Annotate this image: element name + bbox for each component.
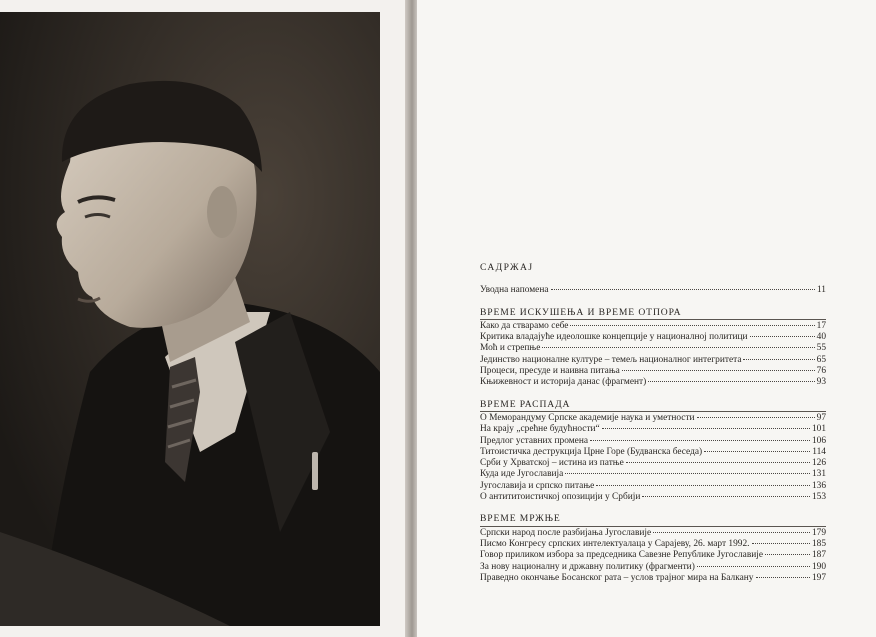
dot-leader — [756, 577, 810, 578]
contents-heading: САДРЖАЈ — [480, 262, 534, 273]
dot-leader — [648, 381, 814, 382]
toc-entry — [480, 424, 826, 435]
toc-entry-title: Говор приликом избора за председника Савезне Републике Југославије — [480, 550, 764, 561]
toc-entry-title: Књижевност и историја данас (фрагмент) — [480, 377, 647, 388]
toc-entry-title: Уводна напомена — [480, 285, 549, 296]
dot-leader — [565, 473, 810, 474]
dot-leader — [697, 566, 810, 567]
table-of-contents — [480, 262, 826, 584]
toc-entry-title: О Меморандуму Српске академије наука и уметности — [480, 412, 695, 423]
toc-entry — [480, 469, 826, 480]
section-heading: ВРЕМЕ ИСКУШЕЊА И ВРЕМЕ ОТПОРА — [480, 307, 826, 320]
dot-leader — [752, 543, 810, 544]
toc-entry-title: Писмо Конгресу српских интелектуалаца у Сарајеву, 26. март 1992. — [480, 538, 750, 549]
toc-entry-page: 17 — [816, 320, 826, 331]
dot-leader — [750, 336, 815, 337]
dot-leader — [570, 325, 814, 326]
dot-leader — [743, 359, 814, 360]
toc-entry — [480, 332, 826, 343]
toc-entry — [480, 481, 826, 492]
toc-entry-page: 65 — [816, 354, 826, 365]
toc-entry — [480, 436, 826, 447]
toc-entry-page: 76 — [816, 366, 826, 377]
toc-entry-page: 126 — [811, 458, 826, 469]
toc-entry-page: 185 — [811, 538, 826, 549]
toc-entry-title: Титоистичка деструкција Црне Горе (Будванска беседа) — [480, 446, 703, 457]
toc-entry-page: 11 — [816, 285, 826, 296]
toc-sections — [480, 307, 826, 585]
toc-entry — [480, 492, 826, 503]
toc-entry — [480, 447, 826, 458]
dot-leader — [697, 417, 815, 418]
toc-entry-page: 40 — [816, 332, 826, 343]
dot-leader — [602, 428, 810, 429]
toc-entry-page: 106 — [811, 435, 826, 446]
section-heading: ВРЕМЕ РАСПАДА — [480, 399, 826, 412]
toc-entry-page: 131 — [811, 469, 826, 480]
toc-entry-title: На крају „срећне будућности“ — [480, 424, 600, 435]
toc-entry-page: 153 — [811, 492, 826, 503]
portrait-illustration — [0, 12, 380, 626]
dot-leader — [626, 462, 810, 463]
toc-entry-page: 187 — [811, 550, 826, 561]
dot-leader — [551, 289, 815, 290]
toc-entry-title: Критика владајуће идеолошке концепције у националној политици — [480, 332, 748, 343]
toc-entry-page: 101 — [811, 424, 826, 435]
toc-entry-title: Праведно окончање Босанског рата – услов трајног мира на Балкану — [480, 572, 754, 583]
toc-entry-title: Српски народ после разбијања Југославије — [480, 527, 652, 538]
toc-entry-page: 197 — [811, 572, 826, 583]
toc-entry — [480, 321, 826, 332]
dot-leader — [642, 496, 810, 497]
toc-entry-title: О антититоистичкој опозицији у Србији — [480, 492, 641, 503]
toc-entry — [480, 343, 826, 354]
toc-entry-page: 114 — [812, 446, 826, 457]
toc-entry-title: Како да стварамо себе — [480, 320, 569, 331]
toc-entry-title: Моћ и стрепње — [480, 343, 541, 354]
toc-entry-title: Куда иде Југославија — [480, 469, 564, 480]
toc-entry — [480, 539, 826, 550]
toc-entry-page: 93 — [816, 377, 826, 388]
dot-leader — [596, 485, 810, 486]
toc-entry — [480, 377, 826, 388]
toc-entry-title: Јединство националне културе – темељ националног интегритета — [480, 354, 742, 365]
toc-entry-title: Процеси, пресуде и наивна питања — [480, 366, 620, 377]
toc-entry — [480, 285, 826, 296]
dot-leader — [622, 370, 815, 371]
dot-leader — [653, 532, 810, 533]
toc-entry — [480, 562, 826, 573]
toc-entry — [480, 413, 826, 424]
toc-entry — [480, 366, 826, 377]
toc-entry — [480, 550, 826, 561]
toc-entry-page: 136 — [811, 480, 826, 491]
dot-leader — [590, 440, 810, 441]
dot-leader — [704, 451, 810, 452]
toc-entry-title: Срби у Хрватској – истина из патње — [480, 458, 624, 469]
toc-entry — [480, 528, 826, 539]
toc-entry-title: Предлог уставних промена — [480, 435, 589, 446]
portrait-photo — [0, 12, 380, 626]
section-heading: ВРЕМЕ МРЖЊЕ — [480, 513, 826, 526]
toc-entry-title: Југославија и српско питање — [480, 480, 595, 491]
toc-entry — [480, 573, 826, 584]
toc-entry-page: 55 — [816, 343, 826, 354]
toc-entry-title: За нову националну и државну политику (фрагменти) — [480, 561, 695, 572]
left-page — [0, 0, 410, 637]
toc-entry — [480, 458, 826, 469]
toc-entry-page: 179 — [811, 527, 826, 538]
dot-leader — [542, 347, 814, 348]
toc-entry-page: 190 — [811, 561, 826, 572]
toc-entry-page: 97 — [816, 412, 826, 423]
toc-entry — [480, 355, 826, 366]
dot-leader — [765, 554, 810, 555]
